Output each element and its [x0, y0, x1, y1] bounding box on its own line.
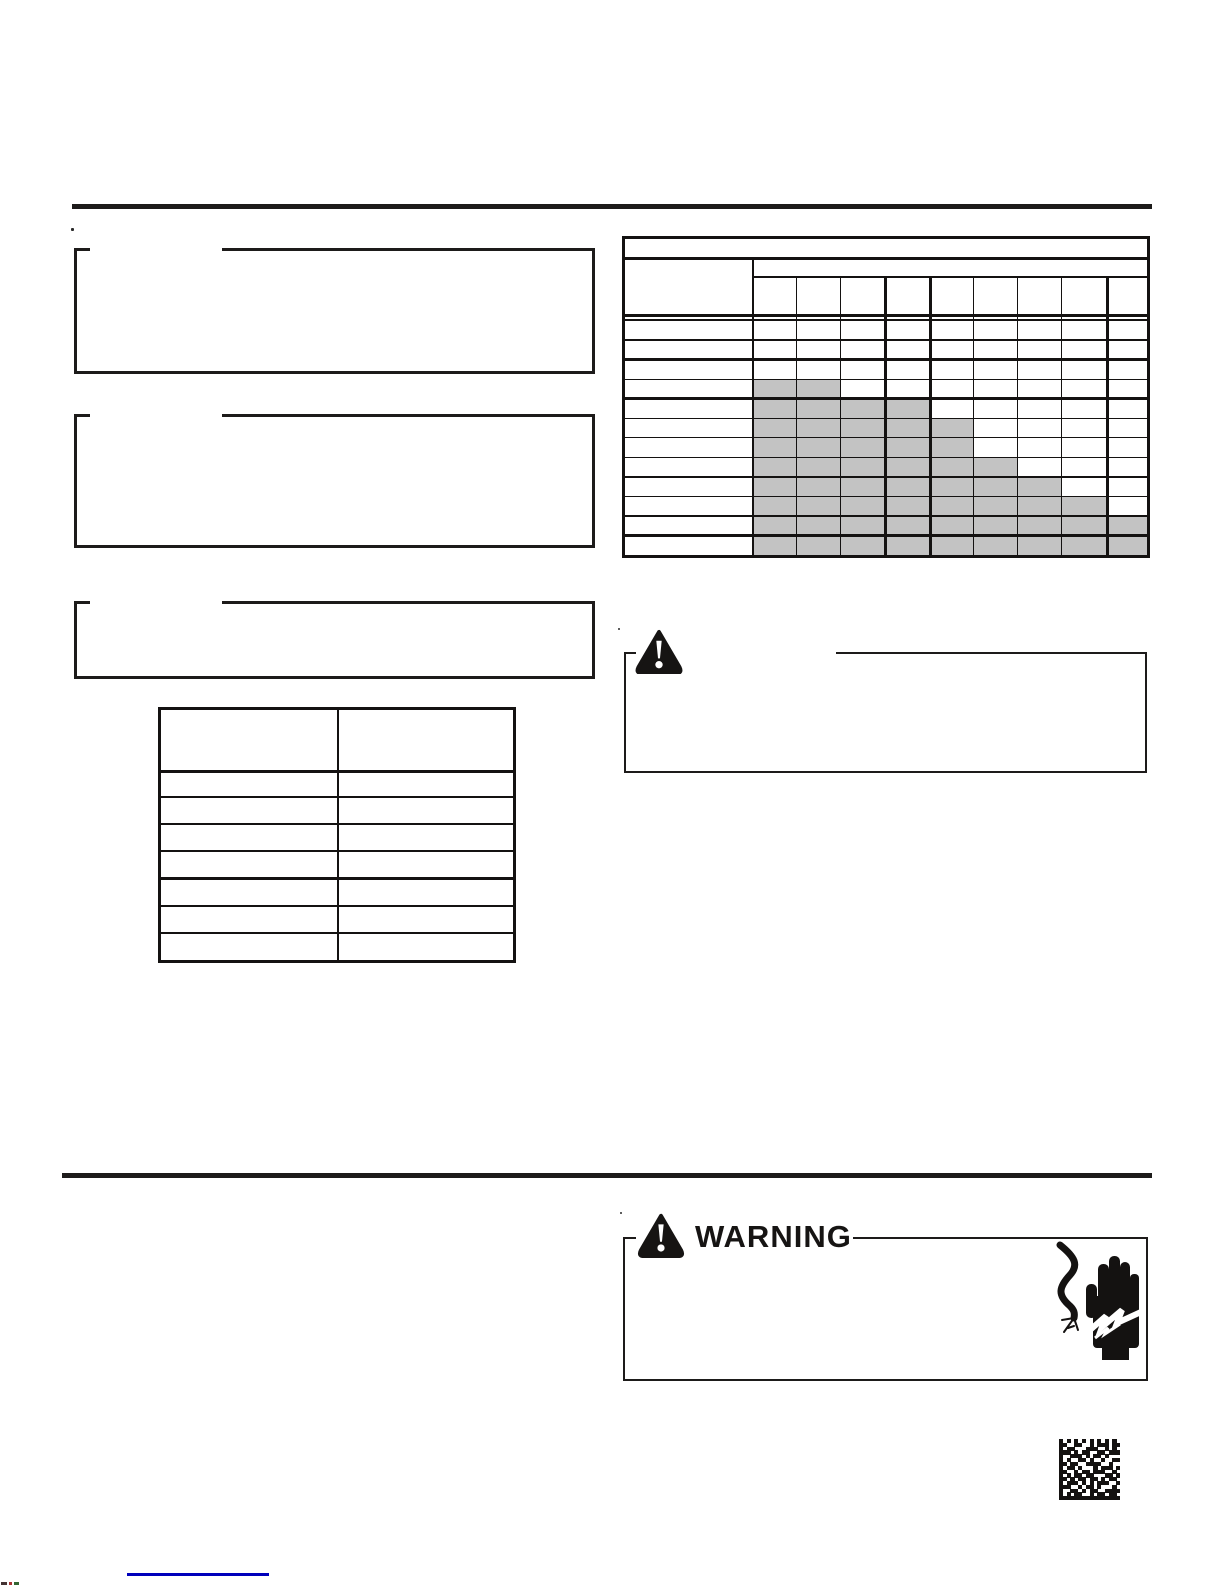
datamatrix-module — [1082, 1489, 1086, 1493]
table-rule — [752, 257, 754, 558]
table-rule — [929, 276, 932, 558]
warning-triangle-icon — [636, 1212, 686, 1258]
datamatrix-module — [1116, 1450, 1120, 1454]
datamatrix-module — [1116, 1458, 1120, 1462]
table-rule — [1147, 236, 1150, 558]
table-rule — [1061, 276, 1062, 558]
datamatrix-module — [1116, 1466, 1120, 1470]
box-title-gap — [90, 414, 222, 417]
footer-link-underline[interactable] — [127, 1573, 269, 1576]
shaded-cell — [752, 516, 1150, 536]
datamatrix-module — [1105, 1481, 1109, 1485]
table-rule — [796, 276, 797, 558]
datamatrix-module — [1116, 1496, 1120, 1500]
datamatrix-module — [1116, 1489, 1120, 1493]
box-title-gap — [90, 248, 222, 251]
table-rule — [622, 236, 625, 558]
datamatrix-module — [1116, 1481, 1120, 1485]
section-rule-top — [72, 204, 1152, 209]
datamatrix-module — [1105, 1454, 1109, 1458]
box-title-gap — [90, 601, 222, 604]
datamatrix-module — [1082, 1439, 1086, 1443]
scan-artifact-dot — [620, 1212, 622, 1214]
datamatrix-module — [1101, 1458, 1105, 1462]
table-rule — [1106, 276, 1109, 558]
warning-triangle-icon — [633, 629, 685, 674]
table-rule — [158, 707, 161, 963]
notice-box-3 — [74, 601, 595, 679]
warning-box-middle — [624, 652, 1147, 773]
shaded-cell — [752, 418, 973, 438]
electric-shock-hand-icon — [1048, 1240, 1143, 1362]
table-rule — [622, 236, 1150, 239]
shaded-cell — [752, 535, 1150, 555]
table-rule — [973, 276, 974, 558]
datamatrix-module — [1116, 1473, 1120, 1477]
spec-table — [158, 707, 516, 963]
table-rule — [840, 276, 841, 558]
table-rule — [884, 276, 887, 558]
datamatrix-module — [1078, 1443, 1082, 1447]
table-rule — [622, 257, 1150, 260]
shaded-cell — [752, 477, 1061, 497]
scan-artifact-dot — [618, 628, 620, 630]
datamatrix-module — [1097, 1485, 1101, 1489]
datamatrix-module — [1067, 1439, 1071, 1443]
scan-artifact-dot — [71, 228, 74, 231]
section-rule-bottom — [62, 1173, 1152, 1178]
table-rule — [513, 707, 516, 963]
warning-heading: WARNING — [695, 1219, 852, 1254]
table-rule — [1017, 276, 1018, 558]
notice-box-2 — [74, 414, 595, 548]
table-rule — [752, 276, 1150, 278]
datamatrix-code — [1059, 1439, 1120, 1500]
table-rule — [337, 707, 339, 963]
altitude-derate-table — [622, 236, 1150, 558]
shaded-cell — [752, 438, 973, 458]
datamatrix-module — [1116, 1443, 1120, 1447]
notice-box-1 — [74, 248, 595, 374]
